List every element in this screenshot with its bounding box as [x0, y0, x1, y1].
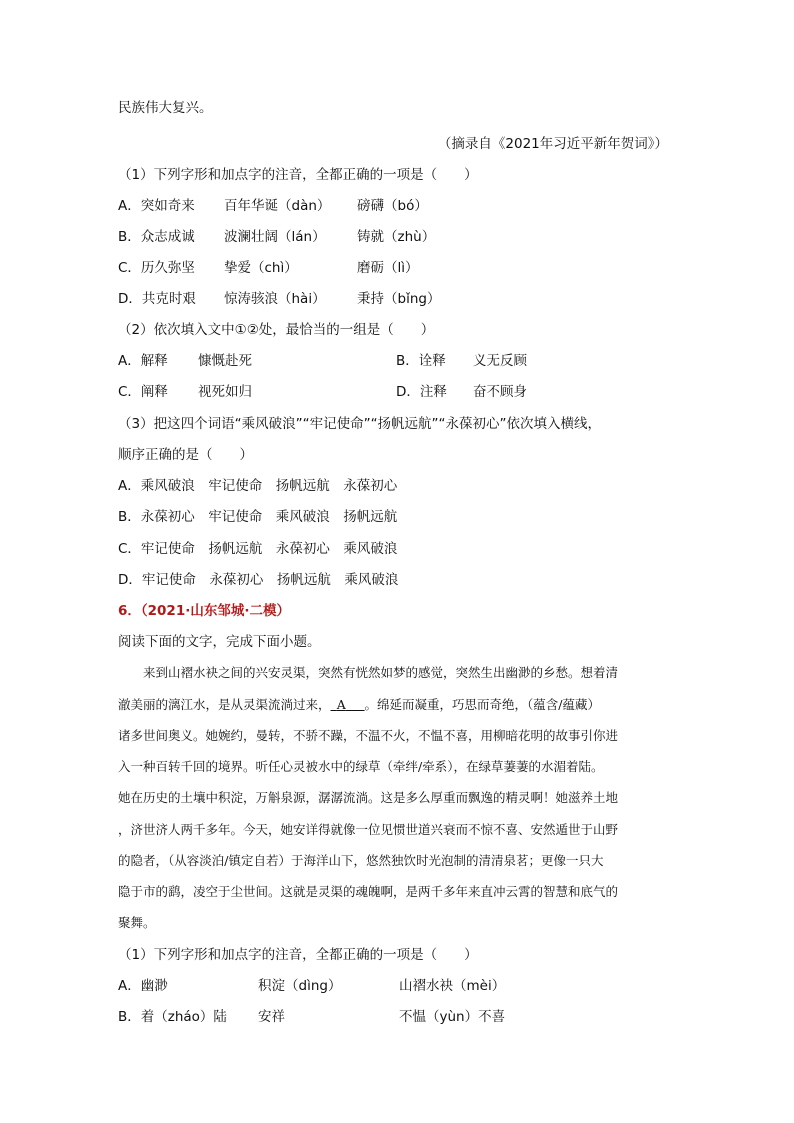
q2-c-term2: 视死如归 — [198, 384, 252, 400]
q6-sub1-stem: （1）下列字形和加点字的注音，全都正确的一项是（ ） — [118, 947, 478, 963]
q2-stem: （2）依次填入文中①②处，最恰当的一组是（ ） — [118, 322, 435, 338]
q1-d-term3: 秉持（bǐng） — [357, 291, 441, 307]
q2-b-term1: B．诠释 — [396, 353, 446, 369]
q1-a-term1: A．突如奇来 — [118, 198, 195, 214]
q2-a-term2: 慷慨赴死 — [198, 353, 252, 369]
blank-a — [331, 697, 365, 712]
q6-a-term1: A．幽渺 — [118, 978, 168, 994]
q2-d-term2: 奋不顾身 — [473, 384, 527, 400]
q6-b-term1: B．着（zháo）陆 — [118, 1009, 227, 1025]
passage-line-2 — [118, 696, 600, 714]
q6-b-term3: 不愠（yùn）不喜 — [399, 1009, 506, 1025]
q3-option-a: A．乘风破浪 牢记使命 扬帆远航 永葆初心 — [118, 478, 398, 494]
q1-d-term2: 惊涛骇浪（hài） — [224, 291, 326, 307]
q6-a-term3: 山褶水袂（mèi） — [399, 978, 506, 994]
q1-c-term2: 挚爱（chì） — [224, 260, 298, 276]
q6-a-term2: 积淀（dìng） — [258, 978, 342, 994]
intro-tail: 民族伟大复兴。 — [118, 100, 213, 116]
q3-option-b: B．永葆初心 牢记使命 乘风破浪 扬帆远航 — [118, 509, 398, 525]
q1-b-term3: 铸就（zhù） — [357, 229, 436, 245]
q1-a-term3: 磅礴（bó） — [357, 198, 428, 214]
q6-heading: 6．（2021·山东邹城·二模） — [118, 603, 290, 619]
q1-c-term3: 磨砺（lì） — [357, 260, 419, 276]
passage-line-1: 来到山褶水袂之间的兴安灵渠，突然有恍然如梦的感觉，突然生出幽渺的乡愁。想着清 — [118, 665, 619, 680]
q1-b-term1: B．众志成诚 — [118, 229, 195, 245]
passage-line-7: 的隐者，（从容淡泊/镇定自若）于海洋山下，悠然独饮时光泡制的清清泉茗；更像一只大 — [118, 853, 604, 868]
q1-stem: （1）下列字形和加点字的注音，全都正确的一项是（ ） — [118, 167, 478, 183]
passage-line-8: 隐于市的鹞，凌空于尘世间。这就是灵渠的魂魄啊，是两千多年来直冲云霄的智慧和底气的 — [118, 884, 619, 899]
blank-a-label: A — [336, 697, 346, 712]
q1-a-term2: 百年华诞（dàn） — [224, 198, 331, 214]
passage-line-4: 入一种百转千回的境界。听任心灵被水中的绿草（牵绊/牵系），在绿草萋萋的水湄着陆。 — [118, 759, 604, 774]
source-citation: （摘录自《2021年习近平新年贺词》） — [437, 136, 668, 152]
q3-option-d: D．牢记使命 永葆初心 扬帆远航 乘风破浪 — [118, 572, 399, 588]
q6-instruction: 阅读下面的文字，完成下面小题。 — [118, 634, 321, 650]
q3-stem-line2: 顺序正确的是（ ） — [118, 447, 253, 463]
passage-line-2-end: 。绵延而凝重，巧思而奇绝，（蕴含/蕴藏） — [364, 697, 601, 712]
q3-stem-line1: （3）把这四个词语“乘风破浪”“牢记使命”“扬帆远航”“永葆初心”依次填入横线， — [118, 416, 602, 432]
q2-b-term2: 义无反顾 — [473, 353, 527, 369]
q1-d-term1: D．共克时艰 — [118, 291, 196, 307]
q3-option-c: C．牢记使命 扬帆远航 永葆初心 乘风破浪 — [118, 541, 398, 557]
passage-line-3: 诸多世间奥义。她婉约，曼转，不骄不躁，不温不火，不愠不喜，用柳暗花明的故事引你进 — [118, 728, 619, 743]
passage-line-9: 聚舞。 — [118, 915, 156, 930]
passage-line-5: 她在历史的土壤中积淀，万斛泉源，潺潺流淌。这是多么厚重而飘逸的精灵啊！她滋养土地 — [118, 790, 619, 805]
q2-c-term1: C．阐释 — [118, 384, 168, 400]
q2-a-term1: A．解释 — [118, 353, 168, 369]
q6-b-term2: 安祥 — [258, 1009, 285, 1025]
q2-d-term1: D．注释 — [396, 384, 447, 400]
q1-b-term2: 波澜壮阔（lán） — [224, 229, 326, 245]
passage-line-6: ，济世济人两千多年。今天，她安详得就像一位见惯世道兴衰而不惊不喜、安然遁世于山野 — [118, 822, 619, 837]
q1-c-term1: C．历久弥坚 — [118, 260, 195, 276]
passage-line-2-start: 澈美丽的漓江水，是从灵渠流淌过来， — [118, 697, 331, 712]
